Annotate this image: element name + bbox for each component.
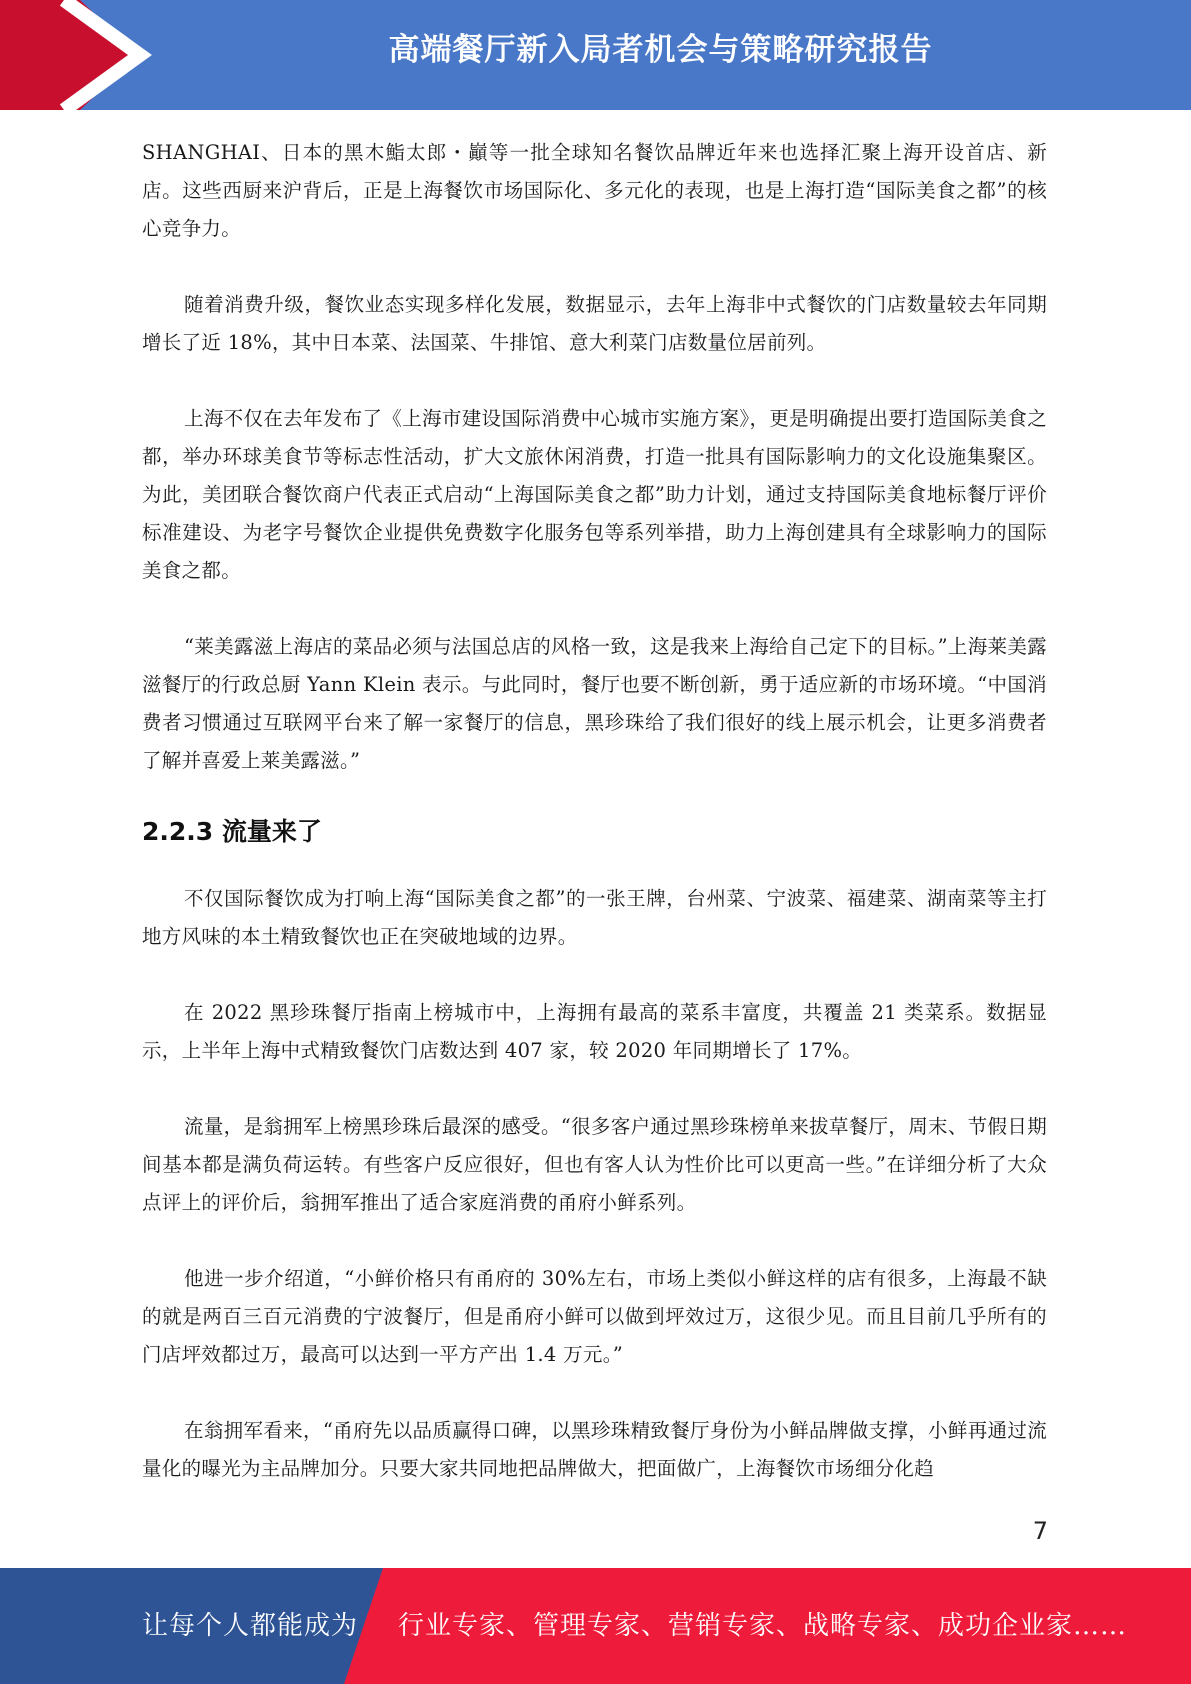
page-header (0, 0, 1191, 110)
footer-slogan-left: 让每个人都能成为 (142, 1611, 359, 1641)
footer-slogan-right: 行业专家、管理专家、营销专家、战略专家、成功企业家…… (398, 1611, 1128, 1641)
report-title: 高端餐厅新入局者机会与策略研究报告 (388, 32, 933, 68)
paragraph: 流量，是翁拥军上榜黑珍珠后最深的感受。“很多客户通过黑珍珠榜单来拔草餐厅，周末、节假日期间基本都是满负荷运转。有些客户反应很好，但也有客人认为性价比可以更高一些。”在详细分析了大众点评上的评价后，翁拥军推出了适合家庭消费的甬府小鲜系列。 (142, 1115, 1047, 1214)
paragraph: 在翁拥军看来，“甬府先以品质赢得口碑，以黑珍珠精致餐厅身份为小鲜品牌做支撑，小鲜再通过流量化的曝光为主品牌加分。只要大家共同地把品牌做大，把面做广，上海餐饮市场细分化趋 (142, 1419, 1047, 1480)
section-heading: 2.2.3 流量来了 (142, 817, 322, 846)
paragraph: 上海不仅在去年发布了《上海市建设国际消费中心城市实施方案》，更是明确提出要打造国际美食之都，举办环球美食节等标志性活动，扩大文旅休闲消费，打造一批具有国际影响力的文化设施集聚区。为此，美团联合餐饮商户代表正式启动“上海国际美食之都”助力计划，通过支持国际美食地标餐厅评价标准建设、为老字号餐饮企业提供免费数字化服务包等系列举措，助力上海创建具有全球影响力的国际美食之都。 (142, 407, 1047, 582)
paragraph: 在 2022 黑珍珠餐厅指南上榜城市中，上海拥有最高的菜系丰富度，共覆盖 21 类菜系。数据显示，上半年上海中式精致餐饮门店数达到 407 家，较 2020 年同期增长了 17%。 (142, 1001, 1047, 1062)
paragraph: SHANGHAI、日本的黑木鮨太郎・巓等一批全球知名餐饮品牌近年来也选择汇聚上海开设首店、新店。这些西厨来沪背后，正是上海餐饮市场国际化、多元化的表现，也是上海打造“国际美食之都”的核心竞争力。 (142, 141, 1047, 240)
paragraph: 不仅国际餐饮成为打响上海“国际美食之都”的一张王牌，台州菜、宁波菜、福建菜、湖南菜等主打地方风味的本土精致餐饮也正在突破地域的边界。 (142, 887, 1047, 948)
page-number: 7 (1032, 1517, 1048, 1545)
paragraph: “莱美露滋上海店的菜品必须与法国总店的风格一致，这是我来上海给自己定下的目标。”上海莱美露滋餐厅的行政总厨 Yann Klein 表示。与此同时，餐厅也要不断创新，勇于适应新的市场环境。“中国消费者习惯通过互联网平台来了解一家餐厅的信息，黑珍珠给了我们很好的线上展示机会，让更多消费者了解并喜爱上莱美露滋。” (142, 635, 1047, 772)
paragraph: 他进一步介绍道，“小鲜价格只有甬府的 30%左右，市场上类似小鲜这样的店有很多，上海最不缺的就是两百三百元消费的宁波餐厅，但是甬府小鲜可以做到坪效过万，这很少见。而且目前几乎所有的门店坪效都过万，最高可以达到一平方产出 1.4 万元。” (142, 1267, 1047, 1366)
paragraph: 随着消费升级，餐饮业态实现多样化发展，数据显示，去年上海非中式餐饮的门店数量较去年同期增长了近 18%，其中日本菜、法国菜、牛排馆、意大利菜门店数量位居前列。 (142, 293, 1047, 354)
document-body (142, 134, 1047, 1488)
page-footer (0, 1568, 1191, 1684)
